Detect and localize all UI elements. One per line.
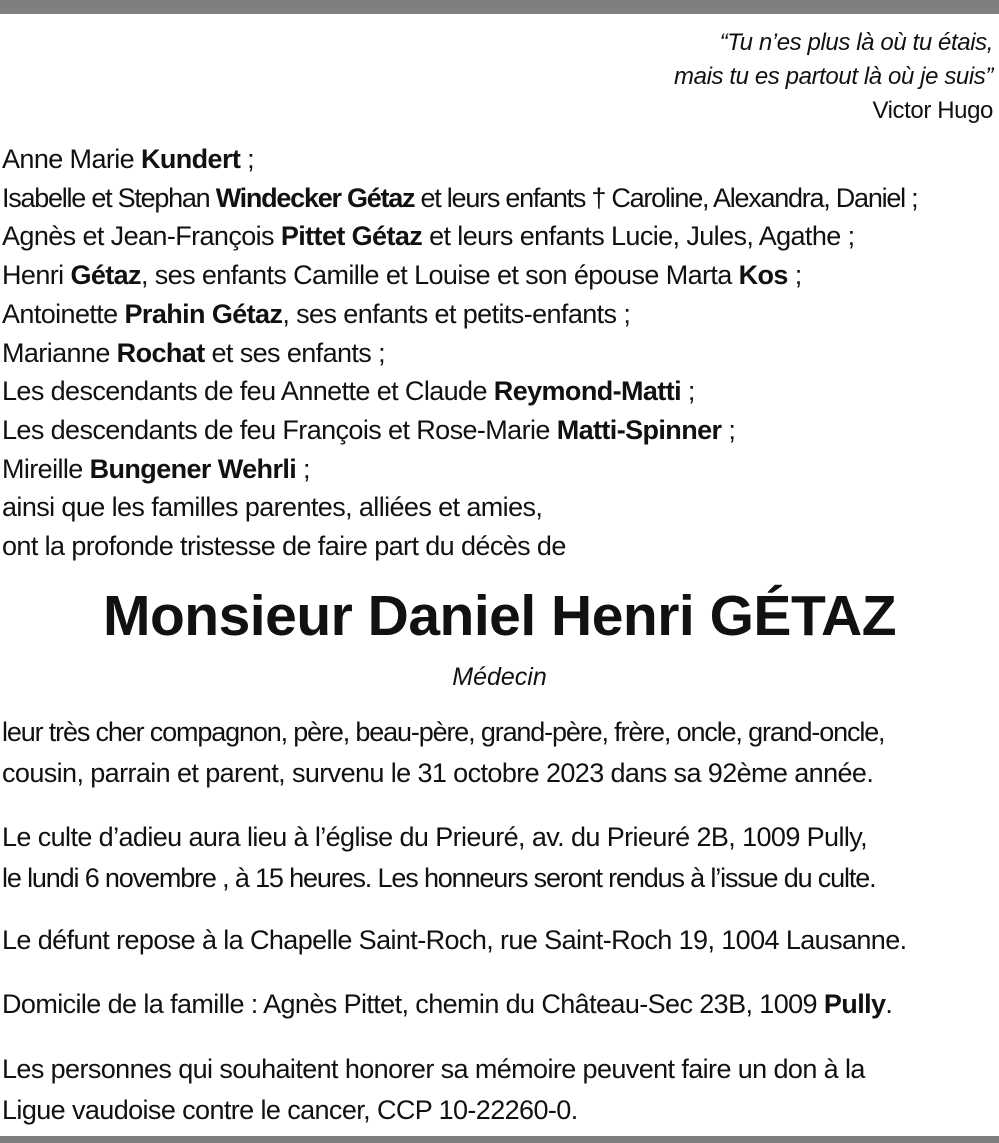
family-line: Mireille Bungener Wehrli ; [2,453,310,484]
deceased-profession: Médecin [452,663,547,691]
family-name: Reymond-Matti [493,376,681,407]
domicile-paragraph [2,984,999,1025]
domicile-line: Domicile de la famille : Agnès Pittet, chemin du Château-Sec 23B, 1009 Pully. [2,989,893,1019]
family-line: Henri Gétaz, ses enfants Camille et Louise et son épouse Marta Kos ; [2,260,802,291]
family-name: Kos [738,260,788,291]
families-tail-line-1: ainsi que les familles parentes, alliées et amies, [2,492,543,523]
family-name: Matti-Spinner [556,414,722,445]
rest-line: Le défunt repose à la Chapelle Saint-Roch, rue Saint-Roch 19, 1004 Lausanne. [2,925,907,955]
relation-paragraph [2,712,999,793]
quote-author: Victor Hugo [872,97,993,124]
family-line: Les descendants de feu Annette et Claude Reymond-Matti ; [2,376,695,407]
donation-line-1: Les personnes qui souhaitent honorer sa mémoire peuvent faire un don à la [2,1054,865,1084]
domicile-city: Pully [823,989,886,1019]
family-name: Kundert [140,144,241,174]
family-list [2,140,997,566]
donation-paragraph [2,1049,999,1130]
donation-line-2: Ligue vaudoise contre le cancer, CCP 10-22260-0. [2,1094,578,1125]
relation-line-2: cousin, parrain et parent, survenu le 31 octobre 2023 dans sa 92ème année. [2,757,874,788]
deceased-name: Monsieur Daniel Henri GÉTAZ [102,584,897,648]
family-name: Windecker Gétaz [215,182,415,213]
top-rule [0,0,999,14]
quote-line-2: mais tu es partout là où je suis” [674,63,993,90]
quote-line-1: “Tu n’es plus là où tu étais, [719,29,993,56]
family-line: Les descendants de feu François et Rose-Marie Matti-Spinner ; [2,414,736,445]
families-tail-line-2: ont la profonde tristesse de faire part du décès de [2,531,566,562]
family-name: Prahin Gétaz [124,298,283,329]
family-name: Rochat [116,337,205,368]
service-line-2: le lundi 6 novembre , à 15 heures. Les honneurs seront rendus à l’issue du culte. [2,862,876,893]
family-line: Agnès et Jean-François Pittet Gétaz et leurs enfants Lucie, Jules, Agathe ; [2,221,855,252]
bottom-rule [0,1136,999,1143]
service-line-1: Le culte d’adieu aura lieu à l’église du Prieuré, av. du Prieuré 2B, 1009 Pully, [2,822,868,852]
rest-paragraph [2,920,999,961]
service-paragraph [2,817,999,898]
family-line: Marianne Rochat et ses enfants ; [2,337,386,368]
relation-line-1: leur très cher compagnon, père, beau-père, grand-père, frère, oncle, grand-oncle, [2,717,885,747]
family-name: Bungener Wehrli [89,453,297,484]
family-line: Antoinette Prahin Gétaz, ses enfants et petits-enfants ; [2,298,631,329]
family-name: Gétaz [70,260,141,291]
epigraph-quote [674,26,993,128]
family-line: Anne Marie Kundert ; [2,144,255,174]
family-line: Isabelle et Stephan Windecker Gétaz et leurs enfants † Caroline, Alexandra, Daniel ; [2,182,918,213]
family-name: Pittet Gétaz [280,221,423,252]
